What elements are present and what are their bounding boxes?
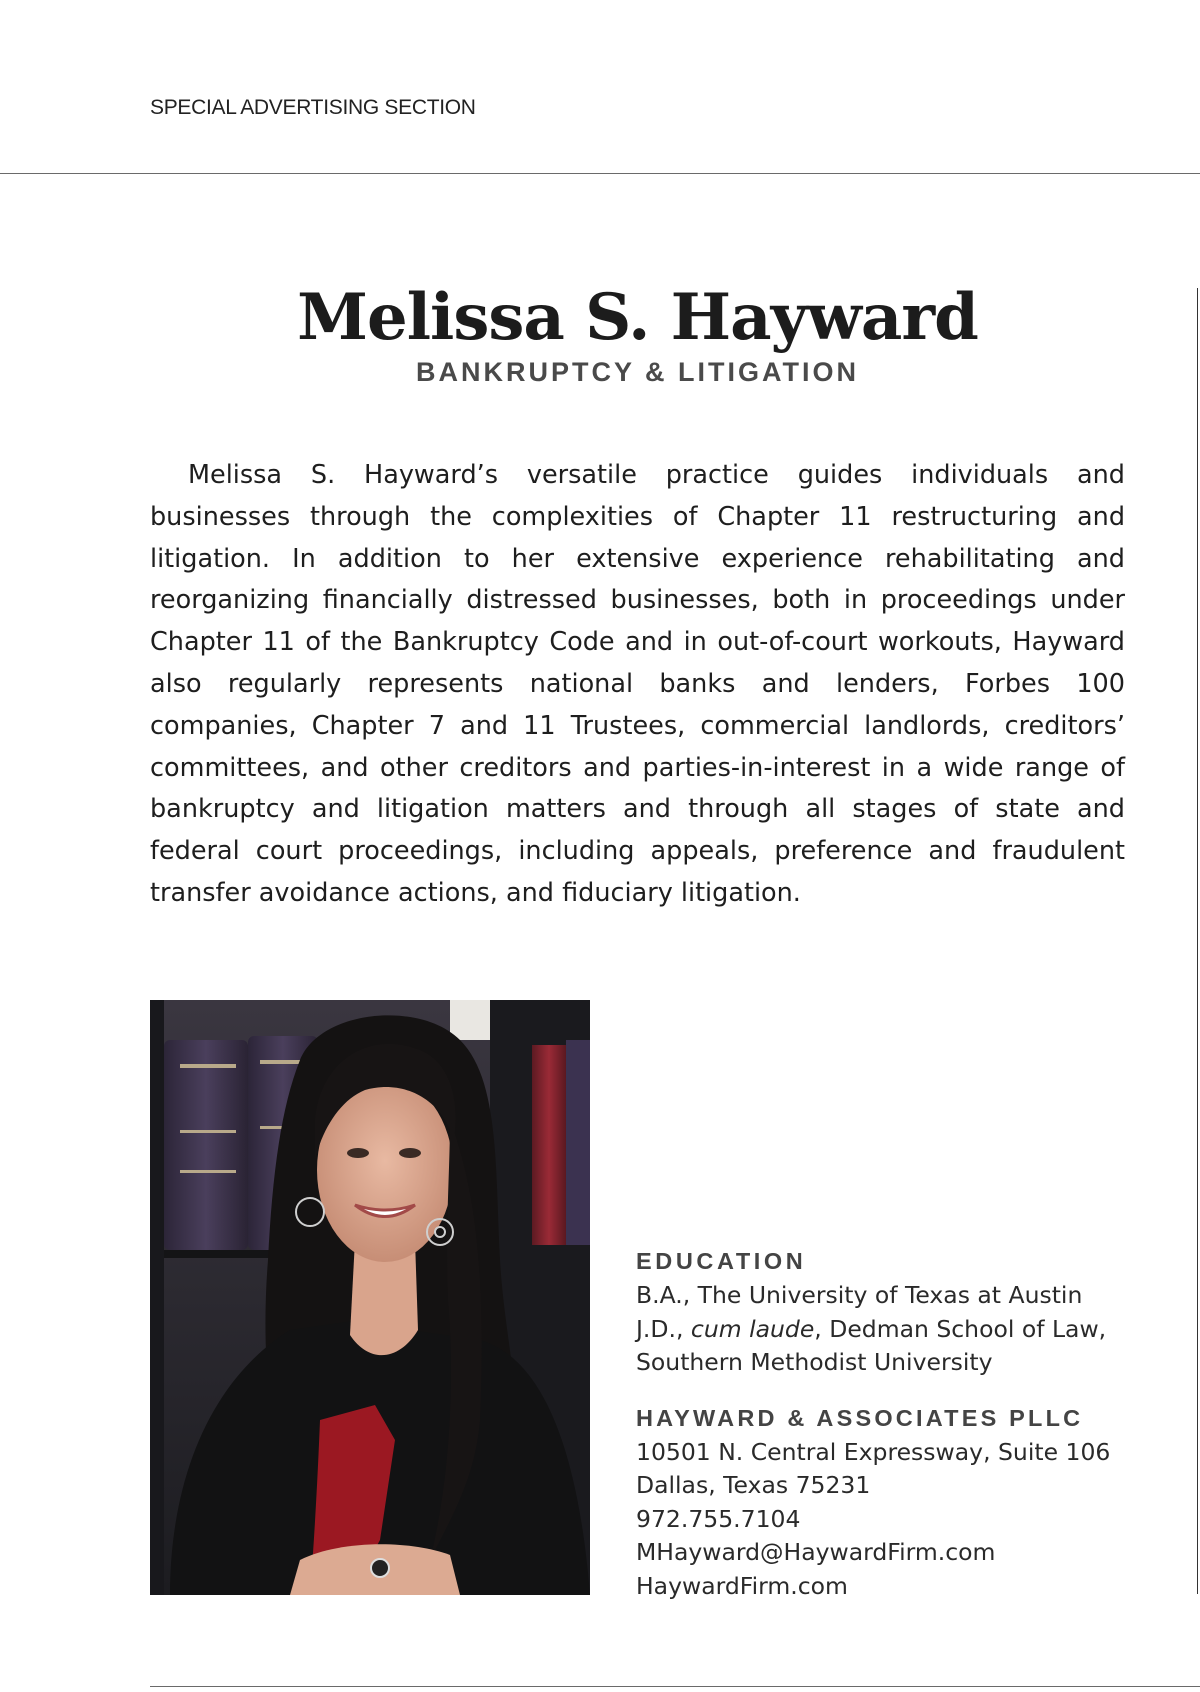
- firm-heading: HAYWARD & ASSOCIATES PLLC: [636, 1404, 1084, 1431]
- attorney-name: Melissa S. Hayward: [297, 280, 978, 355]
- bottom-divider: [150, 1686, 1200, 1687]
- jd-honor: cum laude: [690, 1314, 815, 1343]
- top-divider: [0, 173, 1200, 174]
- jd-suffix: , Dedman School of Law,: [814, 1314, 1107, 1343]
- firm-email-link[interactable]: MHayward@HaywardFirm.com: [636, 1538, 996, 1566]
- jd-prefix: J.D.,: [636, 1314, 691, 1343]
- section-label: SPECIAL ADVERTISING SECTION: [150, 96, 476, 119]
- firm-phone: 972.755.7104: [636, 1504, 801, 1533]
- bio-paragraph: Melissa S. Hayward’s versatile practice guides individuals and businesses through the complexities of Chapter 11 restructuring and litigation. In addition to her extensive experience rehabilitating and reorganizing financially distressed businesses, both in proceedings under Chapter 11 of the Bankruptcy Code and in out-of-court workouts, Hayward also regularly represents national banks and lenders, Forbes 100 companies, Chapter 7 and 11 Trustees, commercial landlords, creditors’ committees, and other creditors and parties-in-interest in a wide range of bankruptcy and litigation matters and through all stages of state and federal court proceedings, including appeals, preference and fraudulent transfer avoidance actions, and fiduciary litigation.: [150, 460, 1125, 908]
- practice-area: BANKRUPTCY & LITIGATION: [416, 357, 859, 387]
- right-margin-rule: [1197, 288, 1198, 1594]
- education-jd: [636, 1313, 1156, 1347]
- education-heading: EDUCATION: [636, 1248, 807, 1274]
- firm-address-line1: 10501 N. Central Expressway, Suite 106: [636, 1437, 1111, 1466]
- firm-website-link[interactable]: HaywardFirm.com: [636, 1571, 848, 1600]
- education-jd-school: Southern Methodist University: [636, 1348, 993, 1376]
- firm-address-line2: Dallas, Texas 75231: [636, 1471, 871, 1499]
- contact-info-block: [636, 1245, 1156, 1603]
- education-ba: B.A., The University of Texas at Austin: [636, 1281, 1083, 1309]
- attorney-portrait-photo: [150, 1000, 590, 1595]
